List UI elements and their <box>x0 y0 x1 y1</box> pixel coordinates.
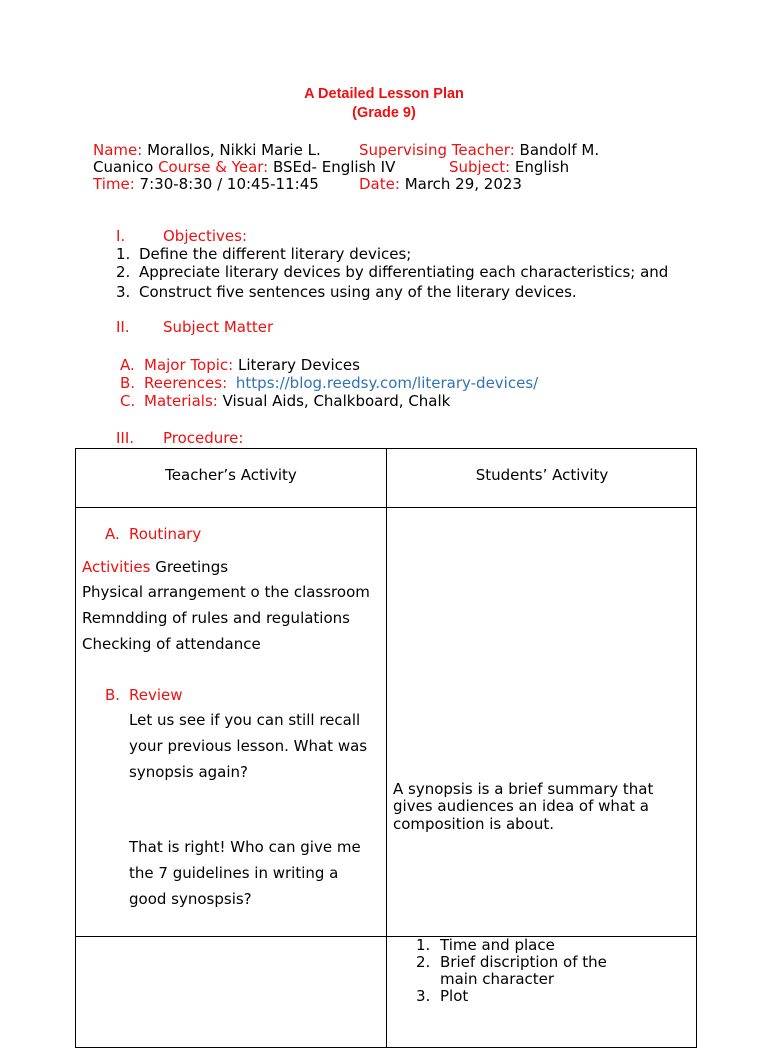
objective-item: Construct five sentences using any of the literary devices. <box>139 283 577 301</box>
objective-item: Define the different literary devices; <box>139 245 412 263</box>
review-prompt-line: your previous lesson. What was <box>129 737 368 755</box>
major-topic-label: Major Topic: <box>144 356 234 374</box>
activity-item: Greetings <box>155 558 229 576</box>
guideline-item: Time and place <box>440 936 555 954</box>
supervising-value-cont: Cuanico <box>93 158 154 176</box>
course-value: BSEd- English IV <box>273 158 396 176</box>
references-link[interactable]: https://blog.reedsy.com/literary-devices/ <box>235 374 539 392</box>
activities-line <box>82 558 228 576</box>
review-heading: Review <box>129 686 183 704</box>
routinary-letter: A. <box>105 525 120 543</box>
course-label: Course & Year: <box>158 158 269 176</box>
subject-label: Subject: <box>449 158 511 176</box>
followup-line: That is right! Who can give me <box>129 838 361 856</box>
objective-num: 2. <box>116 263 131 281</box>
students-activity-header: Students’ Activity <box>475 466 609 484</box>
date-value: March 29, 2023 <box>404 175 522 193</box>
time-label: Time: <box>93 175 135 193</box>
info-line-1 <box>93 141 321 159</box>
activity-item: Remndding of rules and regulations <box>82 609 350 627</box>
materials-label: Materials: <box>144 392 218 410</box>
guideline-item: Plot <box>440 987 469 1005</box>
subject-value: English <box>514 158 570 176</box>
subject-matter-heading: Subject Matter <box>163 318 274 336</box>
objectives-numeral: I. <box>116 227 126 245</box>
teacher-activity-header: Teacher’s Activity <box>165 466 297 484</box>
date-info <box>359 175 522 193</box>
document-title: A Detailed Lesson Plan <box>304 86 464 102</box>
info-line-2 <box>93 158 395 176</box>
supervising-teacher <box>359 141 599 159</box>
time-value: 7:30-8:30 / 10:45-11:45 <box>139 175 319 193</box>
supervising-label: Supervising Teacher: <box>359 141 515 159</box>
objective-item: Appreciate literary devices by differentiating each characteristics; and <box>139 263 669 281</box>
name-value: Morallos, Nikki Marie L. <box>147 141 321 159</box>
table-header-divider <box>76 507 696 508</box>
objective-num: 3. <box>116 283 131 301</box>
date-label: Date: <box>359 175 400 193</box>
review-prompt-line: synopsis again? <box>129 763 249 781</box>
document-grade: (Grade 9) <box>352 105 416 121</box>
materials <box>144 392 450 410</box>
procedure-numeral: III. <box>116 429 135 447</box>
student-answer-line: gives audiences an idea of what a <box>393 797 649 815</box>
table-column-divider <box>386 449 387 1047</box>
subject-matter-letter: B. <box>120 374 136 392</box>
activity-item: Checking of attendance <box>82 635 261 653</box>
table-row-divider <box>76 936 696 937</box>
references-label: Reerences: <box>144 374 228 392</box>
followup-line: the 7 guidelines in writing a <box>129 864 339 882</box>
objectives-heading: Objectives: <box>163 227 247 245</box>
subject-matter-letter: A. <box>120 356 135 374</box>
supervising-value: Bandolf M. <box>519 141 600 159</box>
guideline-num: 2. <box>416 953 431 971</box>
guideline-item-cont: main character <box>440 970 555 988</box>
procedure-heading: Procedure: <box>163 429 244 447</box>
references <box>144 374 538 392</box>
review-letter: B. <box>105 686 121 704</box>
followup-line: good synospsis? <box>129 890 252 908</box>
time-info <box>93 175 319 193</box>
name-label: Name: <box>93 141 143 159</box>
procedure-table <box>75 448 697 1048</box>
student-answer-line: composition is about. <box>393 815 555 833</box>
guideline-num: 3. <box>416 987 431 1005</box>
materials-value: Visual Aids, Chalkboard, Chalk <box>222 392 451 410</box>
guideline-num: 1. <box>416 936 431 954</box>
objective-num: 1. <box>116 245 131 263</box>
review-prompt-line: Let us see if you can still recall <box>129 711 361 729</box>
student-answer-line: A synopsis is a brief summary that <box>393 780 654 798</box>
subject-info <box>449 158 569 176</box>
major-topic <box>144 356 360 374</box>
major-topic-value: Literary Devices <box>237 356 360 374</box>
activities-label: Activities <box>82 558 151 576</box>
subject-matter-numeral: II. <box>116 318 130 336</box>
subject-matter-letter: C. <box>120 392 136 410</box>
guideline-item: Brief discription of the <box>440 953 607 971</box>
activity-item: Physical arrangement o the classroom <box>82 583 370 601</box>
routinary-heading: Routinary <box>129 525 202 543</box>
